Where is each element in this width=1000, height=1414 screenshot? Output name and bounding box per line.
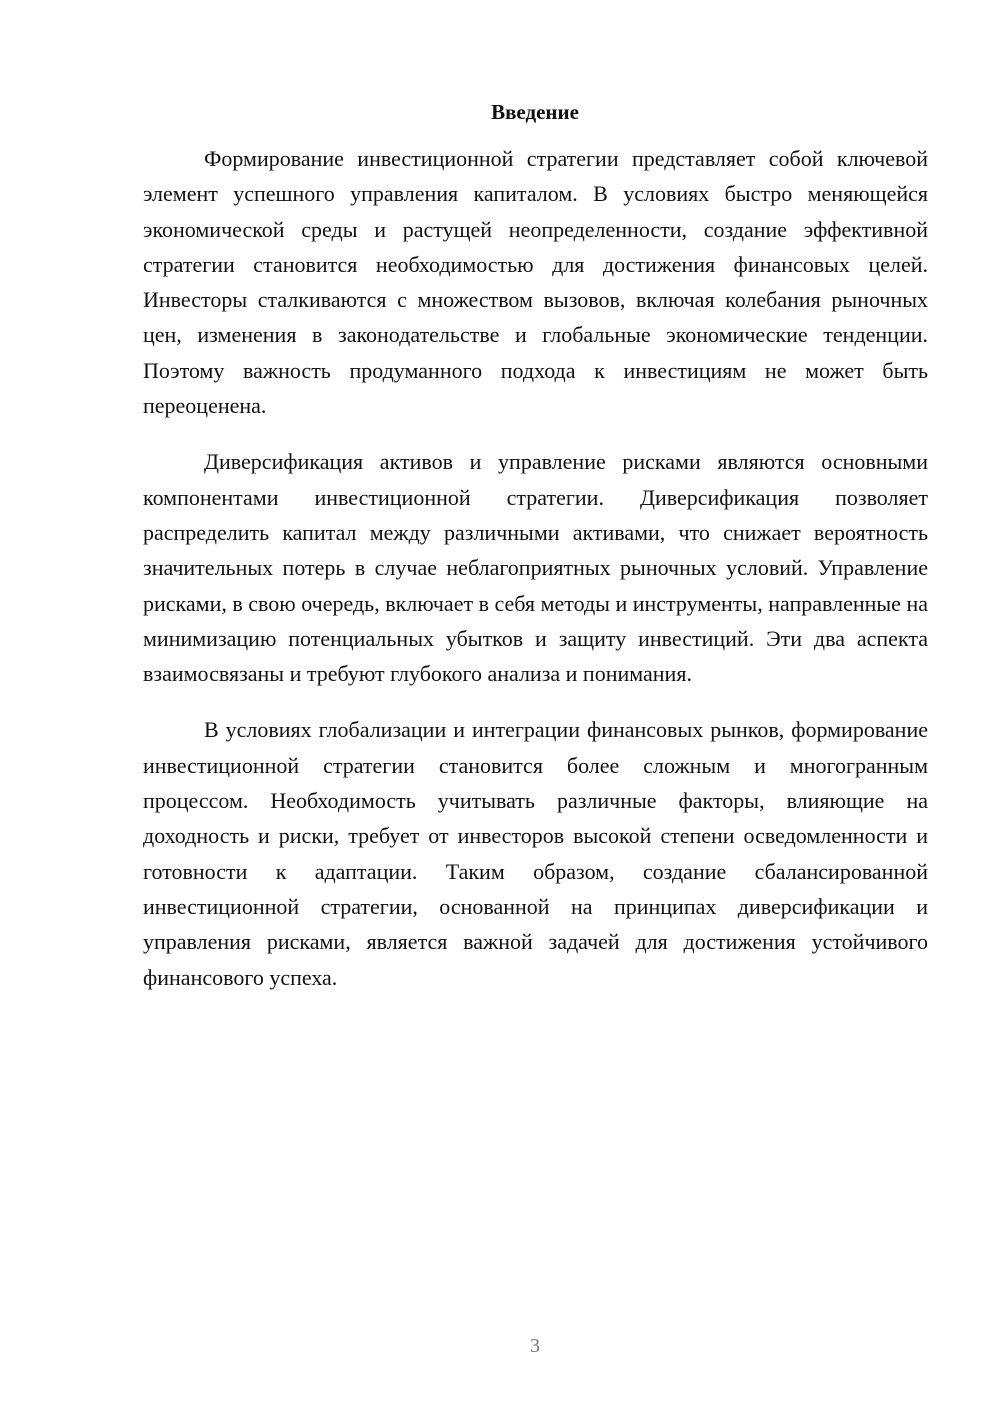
paragraph-2: Диверсификация активов и управление рисками являются основными компонентами инвестиционной стратегии. Диверсификация позволяет распределить капитал между различными активами, что снижает вероятность значительных потерь в случае неблагоприятных рыночных условий. Управление рисками, в свою очередь, включает в себя методы и инструменты, направленные на минимизацию потенциальных убытков и защиту инвестиций. Эти два аспекта взаимосвязаны и требуют глубокого анализа и понимания. [143, 449, 928, 687]
page-number: 3 [530, 1335, 540, 1357]
section-heading: Введение [491, 100, 579, 124]
body-text [143, 141, 928, 1016]
paragraph-1: Формирование инвестиционной стратегии представляет собой ключевой элемент успешного управления капиталом. В условиях быстро меняющейся экономической среды и растущей неопределенности, создание эффективной стратегии становится необходимостью для достижения финансовых целей. Инвесторы сталкиваются с множеством вызовов, включая колебания рыночных цен, изменения в законодательстве и глобальные экономические тенденции. Поэтому важность продуманного подхода к инвестициям не может быть переоценена. [143, 146, 928, 419]
paragraph-3: В условиях глобализации и интеграции финансовых рынков, формирование инвестиционной стратегии становится более сложным и многогранным процессом. Необходимость учитывать различные факторы, влияющие на доходность и риски, требует от инвесторов высокой степени осведомленности и готовности к адаптации. Таким образом, создание сбалансированной инвестиционной стратегии, основанной на принципах диверсификации и управления рисками, является важной задачей для достижения устойчивого финансового успеха. [143, 717, 928, 990]
